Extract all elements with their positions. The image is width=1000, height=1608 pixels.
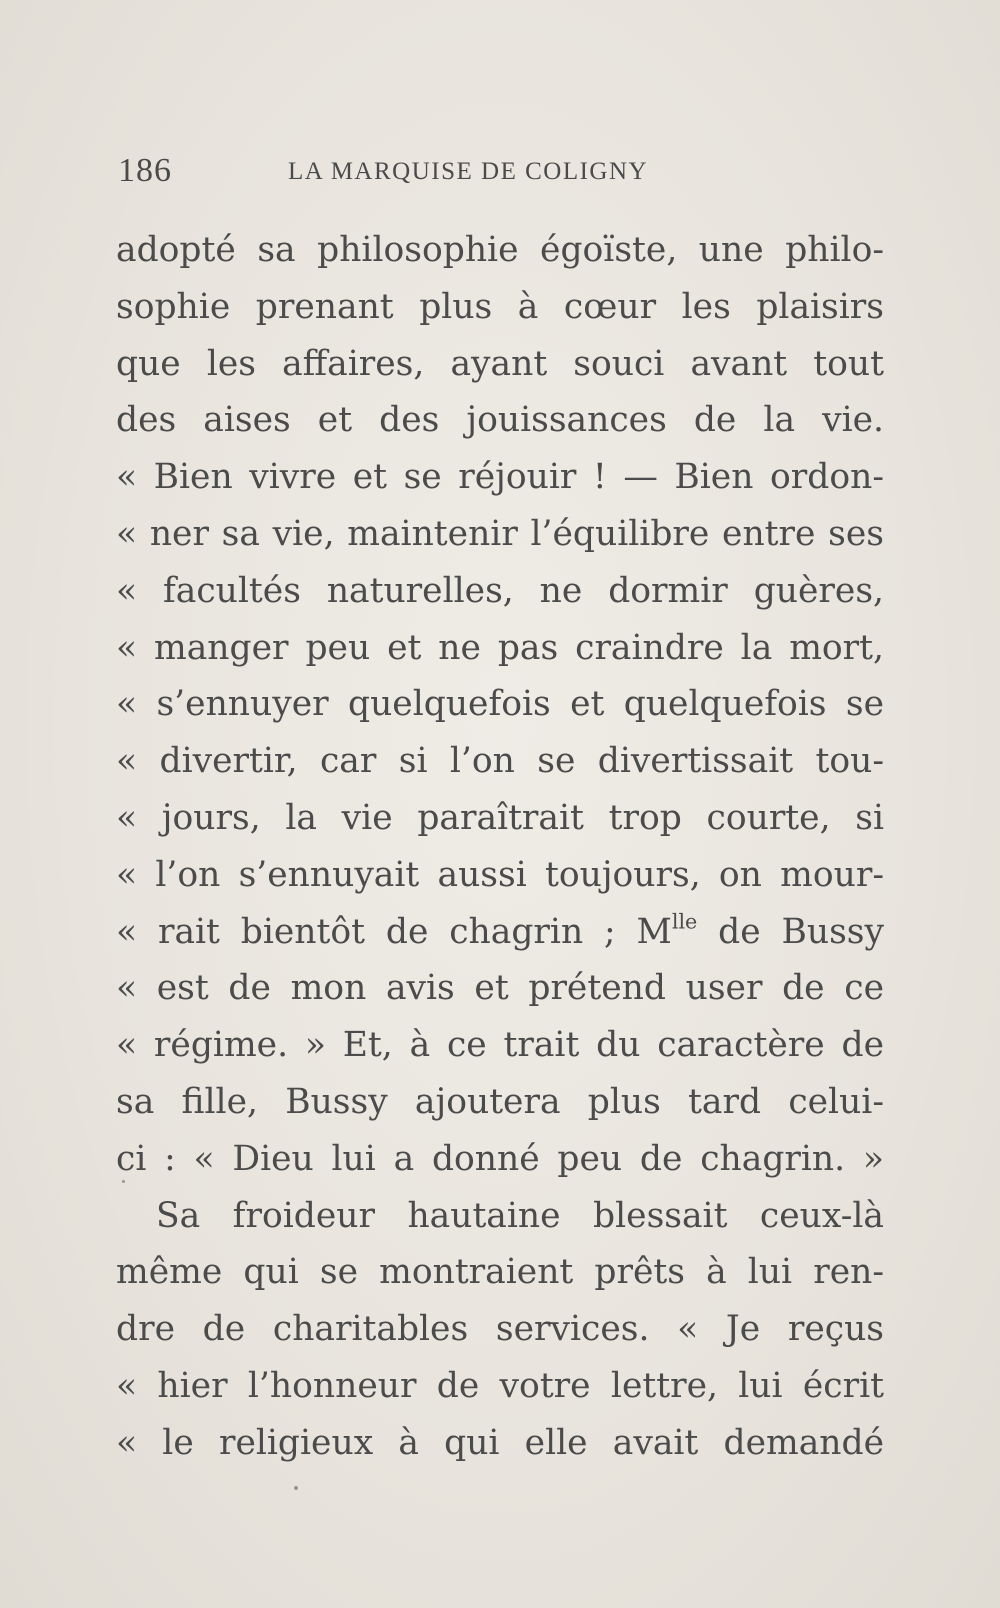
text-line: « divertir, car si l’on se divertissait tou- — [116, 741, 884, 782]
page-number: 186 — [118, 152, 172, 189]
line-text: « rait bientôt de chagrin ; M — [116, 911, 672, 952]
body-text — [116, 222, 884, 1472]
text-line: « facultés naturelles, ne dormir guères, — [116, 570, 884, 611]
paper-speck — [294, 1486, 298, 1490]
text-line: sa fille, Bussy ajoutera plus tard celui- — [116, 1081, 884, 1122]
text-line: « Bien vivre et se réjouir ! — Bien ordon- — [116, 457, 884, 498]
text-line: « jours, la vie paraîtrait trop courte, si — [116, 797, 884, 838]
text-line: « est de mon avis et prétend user de ce — [116, 968, 884, 1009]
text-line: « ner sa vie, maintenir l’équilibre entre ses — [116, 513, 884, 554]
text-line: « le religieux à qui elle avait demandé — [116, 1422, 884, 1463]
text-line-with-superscript — [116, 904, 884, 961]
text-line: des aises et des jouissances de la vie. — [116, 400, 884, 441]
superscript-abbreviation: lle — [671, 909, 698, 934]
text-line: que les affaires, ayant souci avant tout — [116, 343, 884, 384]
text-line: « manger peu et ne pas craindre la mort, — [116, 627, 884, 668]
line-text-tail: de Bussy — [697, 911, 884, 952]
running-head — [118, 152, 883, 192]
text-line: ci : « Dieu lui a donné peu de chagrin. » — [116, 1138, 884, 1179]
text-line: « hier l’honneur de votre lettre, lui écrit — [116, 1365, 884, 1406]
running-title: LA MARQUISE DE COLIGNY — [288, 158, 649, 185]
text-line: « régime. » Et, à ce trait du caractère de — [116, 1025, 884, 1066]
text-line: dre de charitables services. « Je reçus — [116, 1309, 884, 1350]
paragraph-first-line: Sa froideur hautaine blessait ceux-là — [156, 1195, 884, 1236]
text-line: adopté sa philosophie égoïste, une philo- — [116, 230, 884, 270]
text-line: même qui se montraient prêts à lui ren- — [116, 1252, 884, 1293]
text-line: sophie prenant plus à cœur les plaisirs — [116, 286, 884, 327]
paper-speck — [122, 1180, 125, 1183]
text-line: « s’ennuyer quelquefois et quelquefois se — [116, 684, 884, 725]
text-line: « l’on s’ennuyait aussi toujours, on mour- — [116, 854, 884, 895]
